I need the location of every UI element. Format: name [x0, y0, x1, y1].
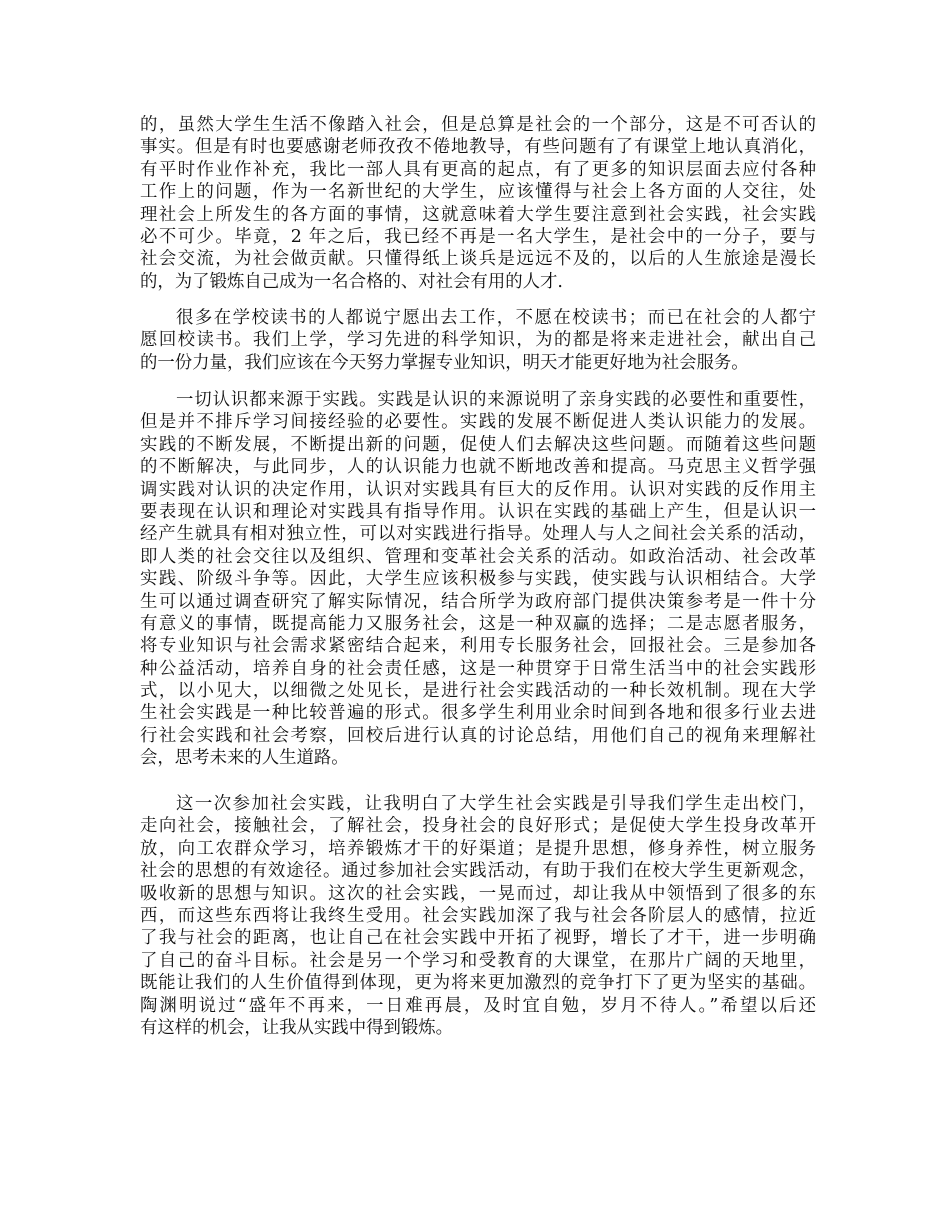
paragraph-line: 理社会上所发生的各方面的事情，这就意味着大学生要注意到社会实践，社会实践 [140, 204, 816, 225]
paragraph-line: 放，向工农群众学习，培养锻炼才干的好渠道；是提升思想，修身养性，树立服务 [140, 838, 816, 859]
paragraph-line: 有意义的事情，既提高能力又服务社会，这是一种双赢的选择；二是志愿者服务， [140, 613, 816, 634]
paragraph-line: 陶渊明说过“盛年不再来，一日难再晨，及时宜自勉，岁月不待人。”希望以后还 [140, 995, 816, 1016]
paragraph-line: 走向社会，接触社会，了解社会，投身社会的良好形式；是促使大学生投身改革开 [140, 816, 816, 837]
paragraph-line: 这一次参加社会实践，让我明白了大学生社会实践是引导我们学生走出校门， [176, 794, 816, 814]
paragraph-line: 生社会实践是一种比较普遍的形式。很多学生利用业余时间到各地和很多行业去进 [140, 703, 816, 724]
paragraph-line: 实践、阶级斗争等。因此，大学生应该积极参与实践，使实践与认识相结合。大学 [140, 569, 816, 590]
paragraph-line: 了我与社会的距离，也让自己在社会实践中开拓了视野，增长了才干，进一步明确 [140, 928, 816, 949]
paragraph-line: 即人类的社会交往以及组织、管理和变革社会关系的活动。如政治活动、社会改革 [140, 546, 816, 567]
paragraph-line: 生可以通过调查研究了解实际情况，结合所学为政府部门提供决策参考是一件十分 [140, 591, 816, 612]
paragraph-line: 式，以小见大，以细微之处见长，是进行社会实践活动的一种长效机制。现在大学 [140, 681, 816, 702]
paragraph-line: 将专业知识与社会需求紧密结合起来，利用专长服务社会，回报社会。三是参加各 [140, 636, 816, 657]
paragraph-line: 的，虽然大学生生活不像踏入社会，但是总算是社会的一个部分，这是不可否认的 [140, 115, 816, 135]
paragraph-line: 一切认识都来源于实践。实践是认识的来源说明了亲身实践的必要性和重要性， [176, 390, 816, 410]
paragraph-line: 有平时作业作补充，我比一部人具有更高的起点，有了更多的知识层面去应付各种 [140, 159, 816, 180]
paragraph-3 [140, 389, 816, 770]
paragraph-line: 事实。但是有时也要感谢老师孜孜不倦地教导，有些问题有了有课堂上地认真消化， [140, 137, 816, 158]
paragraph-line: 社会的思想的有效途径。通过参加社会实践活动，有助于我们在校大学生更新观念， [140, 861, 816, 882]
paragraph-line: 必不可少。毕竟，2 年之后，我已经不再是一名大学生，是社会中的一分子，要与 [140, 226, 816, 247]
paragraph-line: 了自己的奋斗目标。社会是另一个学习和受教育的大课堂，在那片广阔的天地里， [140, 950, 816, 971]
paragraph-line: 经产生就具有相对独立性，可以对实践进行指导。处理人与人之间社会关系的活动， [140, 524, 816, 545]
paragraph-line: 工作上的问题，作为一名新世纪的大学生，应该懂得与社会上各方面的人交往，处 [140, 182, 816, 203]
paragraph-line: 会，思考未来的人生道路。 [140, 748, 349, 769]
paragraph-line: 很多在学校读书的人都说宁愿出去工作，不愿在校读书；而已在社会的人都宁 [176, 308, 816, 328]
paragraph-line: 愿回校读书。我们上学，学习先进的科学知识，为的都是将来走进社会，献出自己 [140, 330, 816, 351]
paragraph-line: 种公益活动，培养自身的社会责任感，这是一种贯穿于日常生活当中的社会实践形 [140, 658, 816, 679]
paragraph-1 [140, 114, 816, 293]
paragraph-line: 调实践对认识的决定作用，认识对实践具有巨大的反作用。认识对实践的反作用主 [140, 479, 816, 500]
paragraph-line: 的一份力量，我们应该在今天努力掌握专业知识，明天才能更好地为社会服务。 [140, 352, 749, 373]
paragraph-line: 行社会实践和社会考察，回校后进行认真的讨论总结，用他们自己的视角来理解社 [140, 725, 816, 746]
paragraph-line: 西，而这些东西将让我终生受用。社会实践加深了我与社会各阶层人的感情，拉近 [140, 905, 816, 926]
paragraph-line: 吸收新的思想与知识。这次的社会实践，一晃而过，却让我从中领悟到了很多的东 [140, 883, 816, 904]
paragraph-line: 的不断解决，与此同步，人的认识能力也就不断地改善和提高。马克思主义哲学强 [140, 457, 816, 478]
paragraph-line: 既能让我们的人生价值得到体现，更为将来更加激烈的竞争打下了更为坚实的基础。 [140, 973, 816, 994]
paragraph-4 [140, 793, 816, 1039]
paragraph-2 [140, 307, 816, 374]
paragraph-line: 有这样的机会，让我从实践中得到锻炼。 [140, 1017, 454, 1038]
paragraph-line: 要表现在认识和理论对实践具有指导作用。认识在实践的基础上产生，但是认识一 [140, 501, 816, 522]
paragraph-line: 实践的不断发展，不断提出新的问题，促使人们去解决这些问题。而随着这些问题 [140, 434, 816, 455]
paragraph-line: 社会交流，为社会做贡献。只懂得纸上谈兵是远远不及的，以后的人生旅途是漫长 [140, 249, 816, 270]
paragraph-line: 的，为了锻炼自己成为一名合格的、对社会有用的人才. [140, 271, 563, 292]
paragraph-line: 但是并不排斥学习间接经验的必要性。实践的发展不断促进人类认识能力的发展。 [140, 412, 816, 433]
